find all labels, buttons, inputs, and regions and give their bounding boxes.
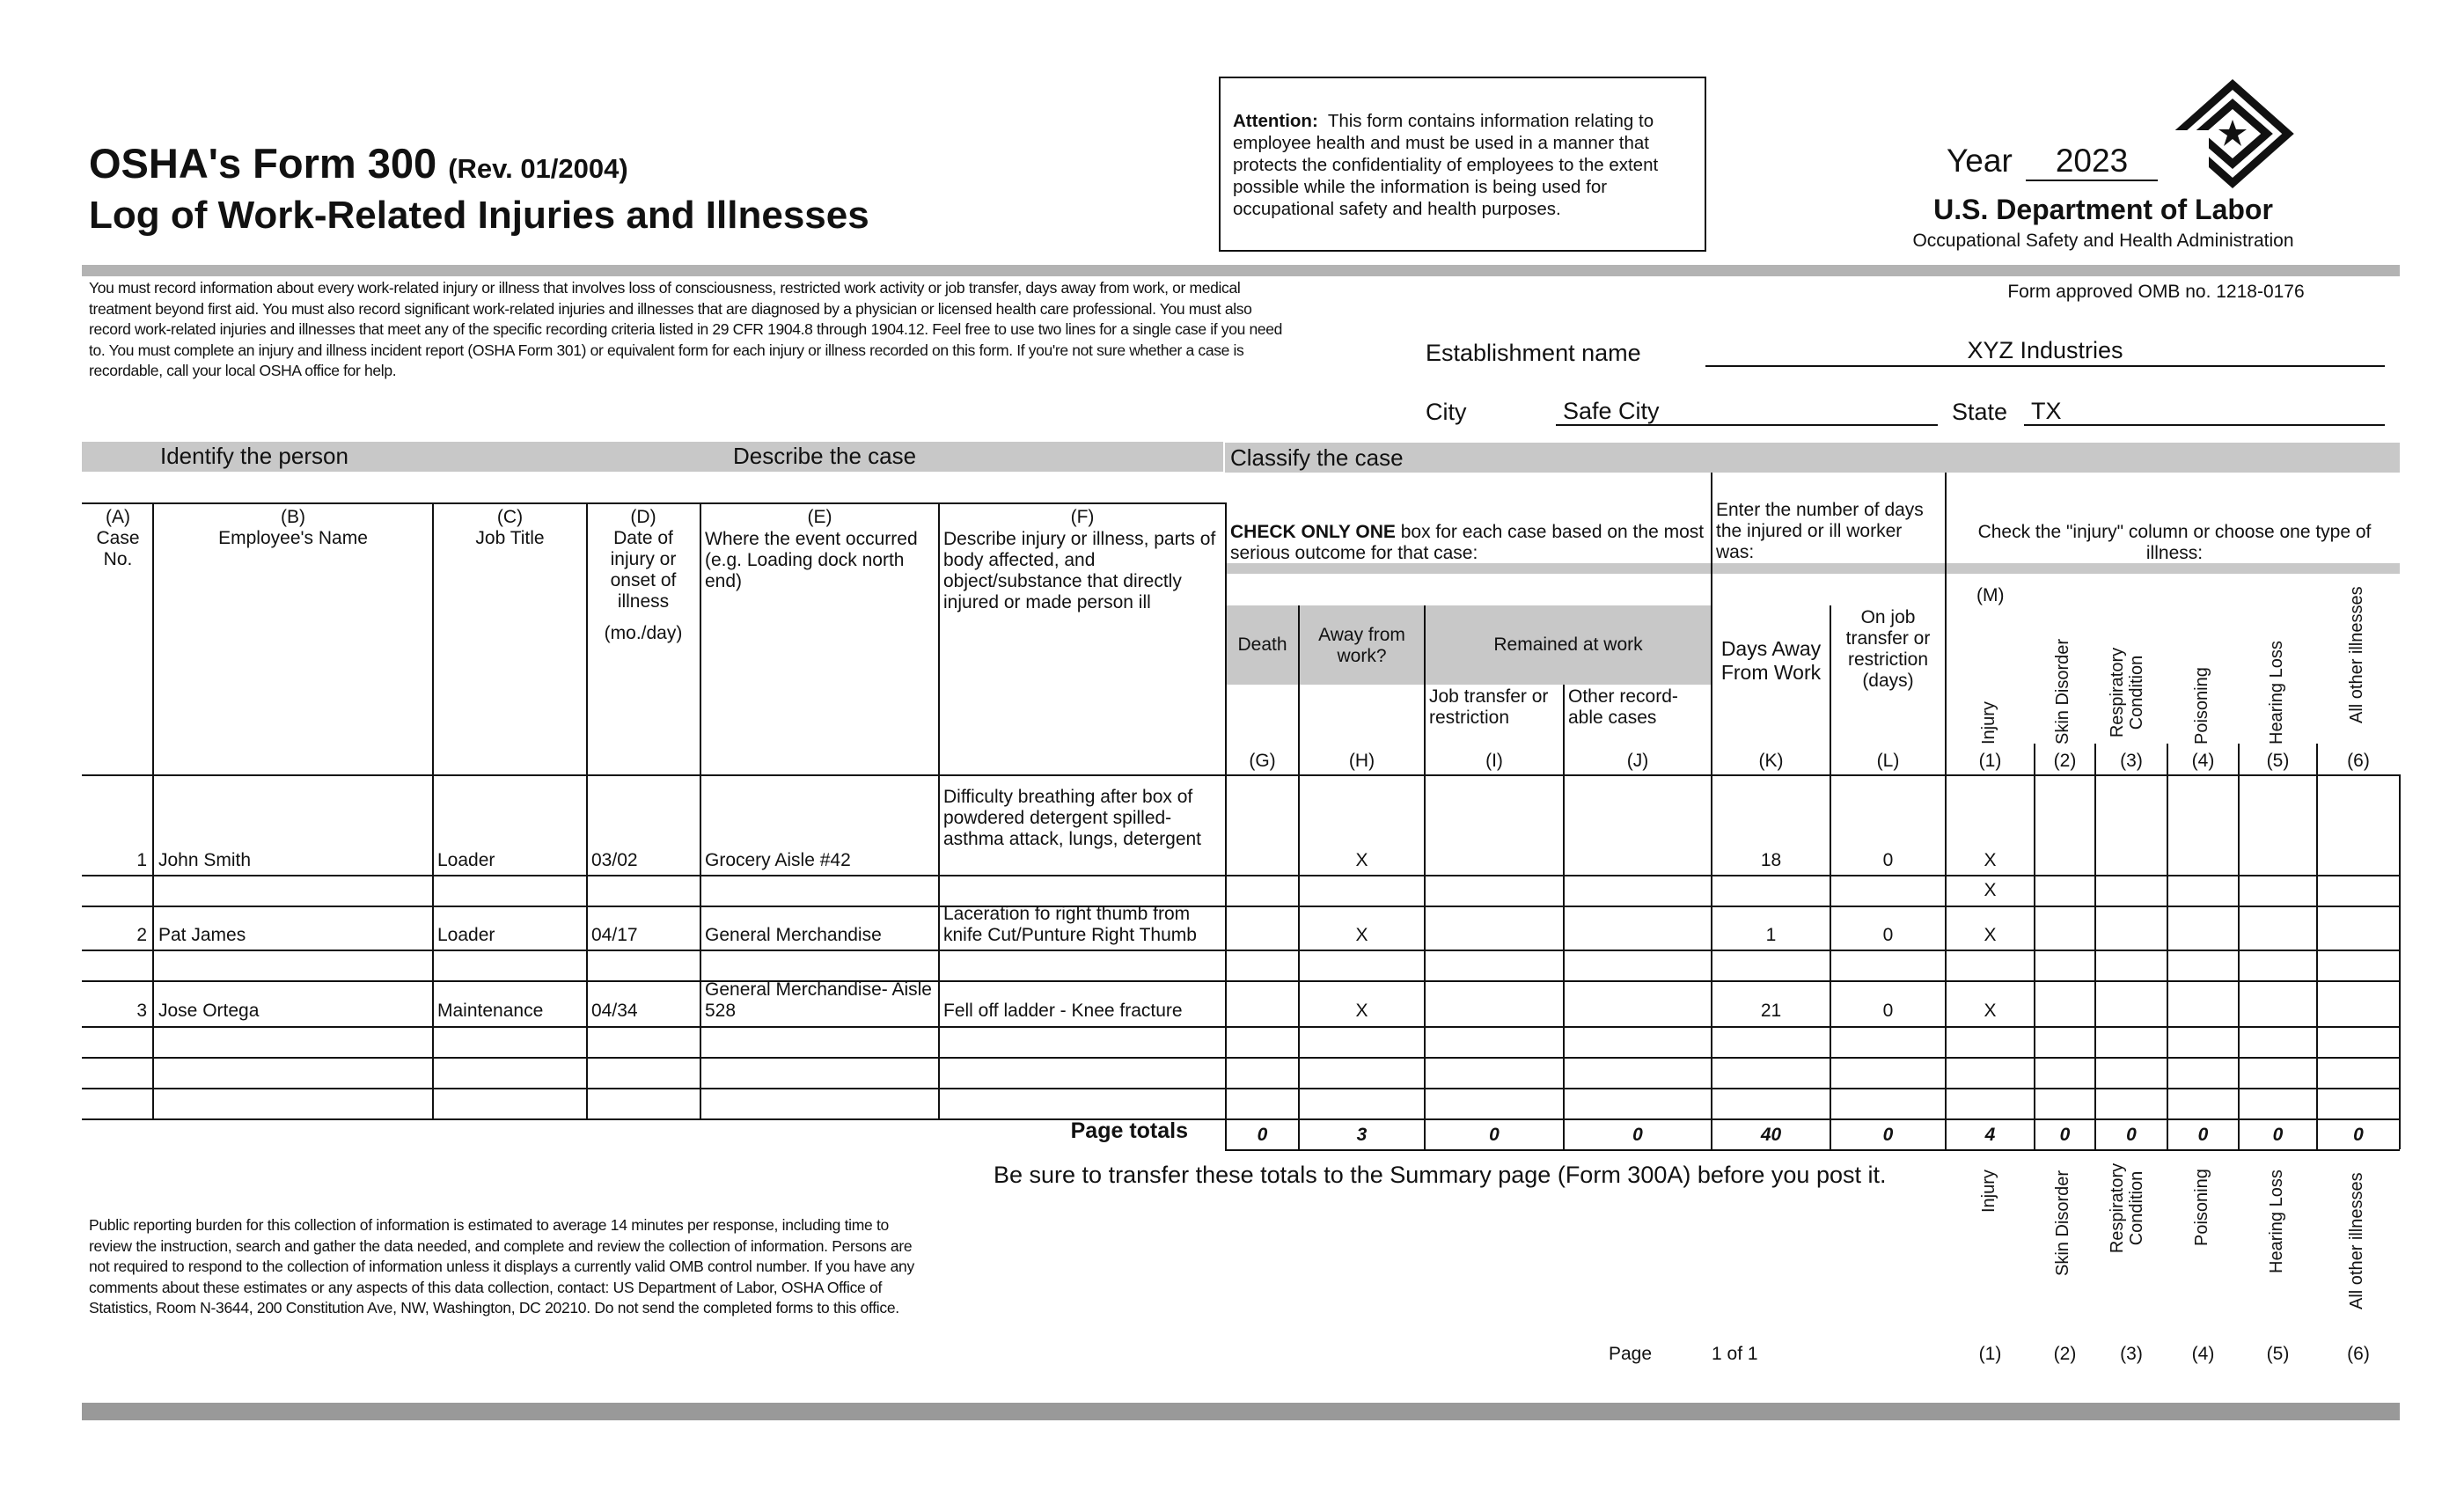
col-d-header <box>591 507 695 644</box>
check-one-bold: CHECK ONLY ONE <box>1230 522 1396 542</box>
classify-section-label: Classify the case <box>1230 444 1404 471</box>
where-cell[interactable]: Grocery Aisle #42 <box>705 850 851 870</box>
letter-m3: (3) <box>2120 751 2143 771</box>
col-a-letter: (A) <box>106 507 130 527</box>
omb-number: Form approved OMB no. 1218-0176 <box>2007 282 2305 302</box>
other-recordable-header: Other record-able cases <box>1568 686 1678 728</box>
date-cell[interactable]: 04/34 <box>591 1001 638 1021</box>
job-title-cell[interactable]: Loader <box>437 850 495 870</box>
attention-box <box>1219 77 1706 252</box>
injury-check-cell[interactable]: X <box>1984 850 1997 870</box>
department-name: U.S. Department of Labor <box>1933 194 2273 225</box>
letter-h: (H) <box>1348 751 1375 771</box>
city-label: City <box>1426 399 1467 425</box>
where-cell[interactable]: General Merchandise <box>705 925 882 945</box>
total-death: 0 <box>1257 1125 1268 1145</box>
away-cell[interactable]: X <box>1355 925 1368 945</box>
employee-name-cell[interactable]: Jose Ortega <box>158 1001 260 1021</box>
transfer-note: Be sure to transfer these totals to the Summary page (Form 300A) before you post it. <box>994 1162 1887 1188</box>
bottom-letter-5: (5) <box>2266 1344 2290 1364</box>
bottom-letter-2: (2) <box>2053 1344 2077 1364</box>
state-field[interactable]: TX <box>2024 398 2385 426</box>
describe-cell[interactable]: Fell off ladder - Knee fracture <box>943 1001 1183 1021</box>
establishment-name-label: Establishment name <box>1426 340 1641 366</box>
classify-header-band <box>1225 563 2400 574</box>
respiratory-bottom-label: Respiratory Condition <box>2108 1162 2146 1254</box>
skin-top-label: Skin Disorder <box>2053 638 2072 744</box>
revision-text: (Rev. 01/2004) <box>448 153 628 184</box>
on-job-header: On job transfer or restriction (days) <box>1845 607 1931 691</box>
case-number-cell[interactable]: 1 <box>136 850 147 870</box>
letter-m6: (6) <box>2347 751 2370 771</box>
employee-name-cell[interactable]: Pat James <box>158 925 246 945</box>
total-hearing: 0 <box>2272 1125 2284 1145</box>
total-away: 3 <box>1356 1125 1368 1145</box>
days-away-cell[interactable]: 18 <box>1760 850 1782 870</box>
describe-section-label: Describe the case <box>733 443 917 469</box>
employee-name-cell[interactable]: John Smith <box>158 850 252 870</box>
col-c-letter: (C) <box>496 507 524 527</box>
col-e-letter: (E) <box>807 507 832 527</box>
col-f-label: Describe injury or illness, parts of body affected, and object/substance that directly injured or made person ill <box>943 529 1216 612</box>
instructions-text: You must record information about every work-related injury or illness that involves loss of consciousness, restricted work activity or job transfer, days away from work, or medical treatment beyond first aid. You must also record significant work-related injuries and illnesses that are diagnosed by a physician or licensed health care professional. You must also record work-related injuries and illnesses that meet any of the specific recording criteria listed in 29 CFR 1904.8 through 1904.12. Feel free to use two lines for a single case if you need to. You must complete an injury and illness incident report (OSHA Form 301) or equivalent form for each injury or illness recorded on this form. If you're not sure whether a case is recordable, call your local OSHA office for help. <box>89 279 1283 379</box>
page-label: Page <box>1609 1344 1653 1364</box>
m-letter: (M) <box>1976 585 2005 605</box>
where-cell[interactable]: General Merchandise- Aisle 528 <box>705 979 932 1021</box>
total-other-recordable: 0 <box>1632 1125 1643 1145</box>
poisoning-top-label: Poisoning <box>2192 667 2211 744</box>
col-c-label: Job Title <box>475 528 545 548</box>
away-cell[interactable]: X <box>1355 1001 1368 1021</box>
col-b-letter: (B) <box>281 507 305 527</box>
total-job-transfer: 0 <box>1489 1125 1500 1145</box>
on-job-days-cell[interactable]: 0 <box>1882 850 1894 870</box>
total-other-illness: 0 <box>2353 1125 2364 1145</box>
col-d-label: Date of injury or onset of illness <box>610 528 677 612</box>
total-skin: 0 <box>2059 1125 2071 1145</box>
letter-m1: (1) <box>1978 751 2002 771</box>
describe-cell[interactable]: Laceration fo right thumb from knife Cut/Punture Right Thumb <box>943 904 1197 945</box>
job-title-cell[interactable]: Loader <box>437 925 495 945</box>
letter-m5: (5) <box>2266 751 2290 771</box>
agency-name: Occupational Safety and Health Administration <box>1912 231 2294 251</box>
injury-check-cell[interactable]: X <box>1984 1001 1997 1021</box>
respiratory-top-label: Respiratory Condition <box>2108 647 2146 738</box>
days-instruction: Enter the number of days the injured or ill worker was: <box>1716 500 1924 562</box>
attention-label: Attention: <box>1233 111 1318 131</box>
remained-header: Remained at work <box>1493 634 1643 655</box>
injury-top-label: Injury <box>1979 701 1998 744</box>
describe-cell[interactable]: Difficulty breathing after box of powdered detergent spilled-asthma attack, lungs, detergent <box>943 787 1202 849</box>
job-title-cell[interactable]: Maintenance <box>437 1001 544 1021</box>
total-injury: 4 <box>1984 1125 1996 1145</box>
page-number: 1 of 1 <box>1712 1344 1758 1364</box>
top-divider <box>82 265 2400 276</box>
check-one-instruction <box>1230 522 1705 564</box>
total-days-away: 40 <box>1760 1125 1782 1145</box>
on-job-days-cell[interactable]: 0 <box>1882 925 1894 945</box>
bottom-letter-1: (1) <box>1978 1344 2002 1364</box>
away-cell[interactable]: X <box>1355 850 1368 870</box>
col-b-label: Employee's Name <box>218 528 368 548</box>
bottom-letter-6: (6) <box>2347 1344 2370 1364</box>
injury-bottom-label: Injury <box>1979 1170 1998 1213</box>
burden-statement: Public reporting burden for this collection of information is estimated to average 14 minutes per response, including time to review the instruction, search and gather the data needed, and complete and review the collection of information. Persons are not required to respond to the collection of information unless it displays a currently valid OMB control number. If you have any comments about these estimates or any aspects of this data collection, contact: US Department of Labor, OSHA Office of Statistics, Room N-3644, 200 Constitution Ave, NW, Washington, DC 20210. Do not send the completed forms to this office. <box>89 1216 914 1316</box>
form-subtitle: Log of Work-Related Injuries and Illnesses <box>89 194 869 237</box>
days-away-header: Days Away From Work <box>1720 637 1822 684</box>
bottom-letter-3: (3) <box>2120 1344 2143 1364</box>
col-d-unit: (mo./day) <box>604 623 683 643</box>
identify-section-label: Identify the person <box>160 443 348 469</box>
col-f-letter: (F) <box>1070 507 1095 527</box>
col-a-label: Case No. <box>96 528 140 569</box>
col-c-header <box>434 507 586 549</box>
col-d-letter: (D) <box>630 507 656 527</box>
attention-text: This form contains information relating to employee health and must be used in a manner that protects the confidentiality of employees to the extent possible while the information is being used for occupational safety and health purposes. <box>1233 111 1659 219</box>
skin-bottom-label: Skin Disorder <box>2053 1170 2072 1276</box>
on-job-days-cell[interactable]: 0 <box>1882 1001 1894 1021</box>
state-label: State <box>1952 399 2008 425</box>
year-label: Year <box>1947 143 2013 179</box>
check-one-rest: box for each case based on the most serious outcome for that case: <box>1230 522 1705 563</box>
bottom-divider <box>82 1403 2400 1420</box>
city-field[interactable]: Safe City <box>1556 398 1938 426</box>
away-header: Away from work? <box>1318 625 1405 666</box>
case-number-cell[interactable]: 2 <box>136 925 147 945</box>
death-header: Death <box>1237 634 1287 655</box>
form-title <box>89 139 628 187</box>
col-b-header <box>154 507 432 549</box>
bottom-letter-4: (4) <box>2191 1344 2215 1364</box>
year-field[interactable]: 2023 <box>2026 143 2158 181</box>
letter-l: (L) <box>1876 751 1900 771</box>
letter-k: (K) <box>1758 751 1784 771</box>
hearing-top-label: Hearing Loss <box>2267 641 2286 744</box>
date-cell[interactable]: 04/17 <box>591 925 638 945</box>
total-on-job-days: 0 <box>1882 1125 1894 1145</box>
establishment-name-field[interactable]: XYZ Industries <box>1705 337 2385 367</box>
letter-i: (I) <box>1485 751 1503 771</box>
other-illness-top-label: All other illnesses <box>2347 586 2366 723</box>
total-poisoning: 0 <box>2197 1125 2209 1145</box>
letter-g: (G) <box>1249 751 1276 771</box>
total-respiratory: 0 <box>2126 1125 2137 1145</box>
letter-j: (J) <box>1626 751 1649 771</box>
job-transfer-header: Job transfer or restriction <box>1429 686 1549 728</box>
dol-logo-icon <box>2167 77 2299 190</box>
other-illness-bottom-label: All other illnesses <box>2347 1172 2366 1309</box>
case-number-cell[interactable]: 3 <box>136 1001 147 1021</box>
days-away-cell[interactable]: 1 <box>1765 925 1777 945</box>
injury-check-cell[interactable]: X <box>1984 925 1997 945</box>
col-a-header <box>84 507 152 570</box>
letter-m4: (4) <box>2191 751 2215 771</box>
injury-instruction: Check the "injury" column or choose one type of illness: <box>1977 522 2372 563</box>
form-title-text: OSHA's Form 300 <box>89 140 437 187</box>
date-cell[interactable]: 03/02 <box>591 850 638 870</box>
poisoning-bottom-label: Poisoning <box>2192 1169 2211 1246</box>
col-e-label: Where the event occurred (e.g. Loading dock north end) <box>705 529 918 591</box>
page-totals-label: Page totals <box>1070 1118 1188 1143</box>
hearing-bottom-label: Hearing Loss <box>2267 1170 2286 1273</box>
injury-check-cell[interactable]: X <box>1984 880 1997 900</box>
days-away-cell[interactable]: 21 <box>1760 1001 1782 1021</box>
letter-m2: (2) <box>2053 751 2077 771</box>
